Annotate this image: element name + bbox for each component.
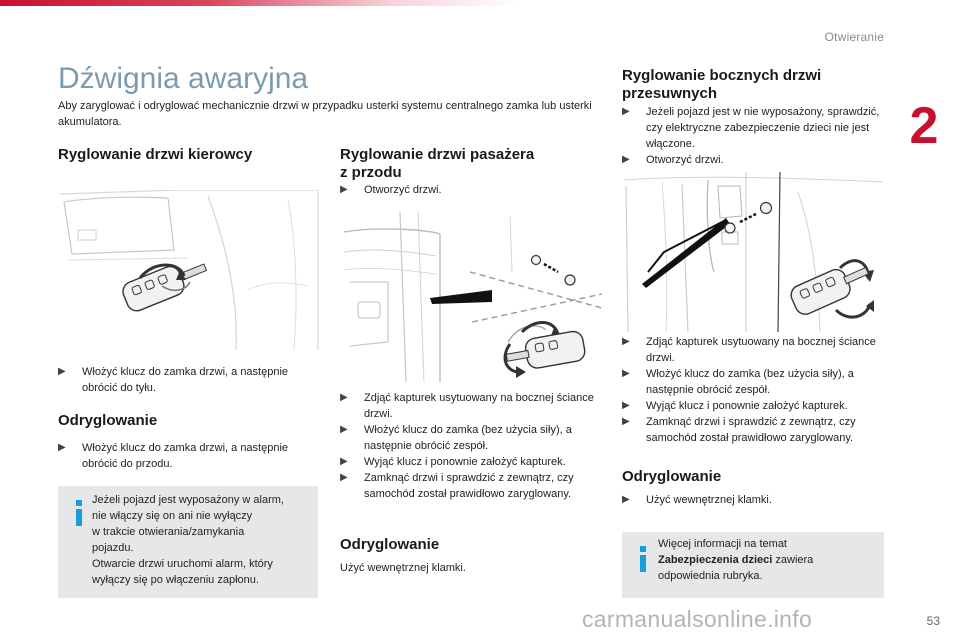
driver-lock-steps — [58, 364, 320, 396]
passenger-door-drawing — [340, 212, 602, 382]
section-label: Otwieranie — [824, 30, 884, 44]
page-title: Dźwignia awaryjna — [58, 62, 309, 95]
sliding-unlock-steps — [622, 492, 890, 508]
list-item: ▶ Zamknąć drzwi i sprawdzić z zewnątrz, czy samochód został prawidłowo zaryglowany. — [622, 416, 856, 444]
list-item: ▶ Włożyć klucz do zamka (bez użycia siły), a następnie obrócić zespół. — [340, 424, 572, 452]
alarm-info-text: Jeżeli pojazd jest wyposażony w alarm, nie włączy się on ani nie wyłączy w trakcie otwierania/zamykania pojazdu. Otwarcie drzwi uruchomi alarm, który wyłączy się po włączeniu zapłonu. — [92, 494, 284, 586]
sliding-pre-steps — [622, 104, 890, 168]
passenger-pre-steps — [340, 182, 602, 198]
list-item: ▶ Otworzyć drzwi. — [340, 184, 442, 196]
passenger-door-heading: Ryglowanie drzwi pasażera z przodu — [340, 146, 535, 181]
list-item: ▶ Włożyć klucz do zamka drzwi, a następnie obrócić do przodu. — [58, 442, 289, 470]
child-safety-info-text: Więcej informacji na temat Zabezpieczenia dzieci zawiera odpowiednia rubryka. — [658, 538, 814, 582]
list-item: ▶ Otworzyć drzwi. — [622, 154, 724, 166]
list-item: ▶ Włożyć klucz do zamka drzwi, a następnie obrócić do tyłu. — [58, 366, 289, 394]
driver-unlock-heading: Odryglowanie — [58, 412, 158, 429]
info-icon — [640, 546, 646, 576]
passenger-unlock-heading: Odryglowanie — [340, 536, 440, 553]
list-item: ▶ Zamknąć drzwi i sprawdzić z zewnątrz, czy samochód został prawidłowo zaryglowany. — [340, 472, 574, 500]
list-item: ▶ Wyjąć klucz i ponownie założyć kapturek. — [340, 456, 566, 468]
list-item: ▶ Zdjąć kapturek usytuowany na bocznej ściance drzwi. — [340, 392, 594, 420]
driver-door-illustration — [58, 190, 320, 354]
sliding-door-heading: Ryglowanie bocznych drzwi przesuwnych — [622, 67, 822, 102]
chapter-number: 2 — [909, 97, 939, 155]
driver-unlock-steps — [58, 440, 320, 472]
info-icon — [76, 500, 82, 530]
passenger-unlock-text: Użyć wewnętrznej klamki. — [340, 562, 466, 574]
sliding-unlock-heading: Odryglowanie — [622, 468, 722, 485]
list-item: ▶ Włożyć klucz do zamka (bez użycia siły), a następnie obrócić zespół. — [622, 368, 854, 396]
driver-door-drawing — [58, 190, 320, 354]
list-item: ▶ Zdjąć kapturek usytuowany na bocznej ściance drzwi. — [622, 336, 876, 364]
list-item: ▶ Jeżeli pojazd jest w nie wyposażony, sprawdzić, czy elektryczne zabezpieczenie dzieci nie jest włączone. — [622, 106, 880, 150]
alarm-info-box — [58, 486, 318, 598]
passenger-lock-steps — [340, 390, 610, 502]
list-item: ▶ Użyć wewnętrznej klamki. — [622, 494, 772, 506]
sliding-door-illustration — [622, 172, 886, 332]
child-safety-info-box — [622, 532, 884, 598]
intro-text: Aby zaryglować i odryglować mechanicznie drzwi w przypadku usterki systemu centralnego zamka lub usterki akumulatora. — [58, 100, 592, 128]
watermark: carmanualsonline.info — [582, 606, 813, 632]
driver-door-heading: Ryglowanie drzwi kierowcy — [58, 146, 253, 163]
list-item: ▶ Wyjąć klucz i ponownie założyć kapturek. — [622, 400, 848, 412]
page-number: 53 — [926, 614, 940, 628]
header-accent-bar — [0, 0, 520, 6]
passenger-door-illustration — [340, 212, 602, 382]
sliding-lock-steps — [622, 334, 890, 446]
sliding-door-drawing — [622, 172, 886, 332]
